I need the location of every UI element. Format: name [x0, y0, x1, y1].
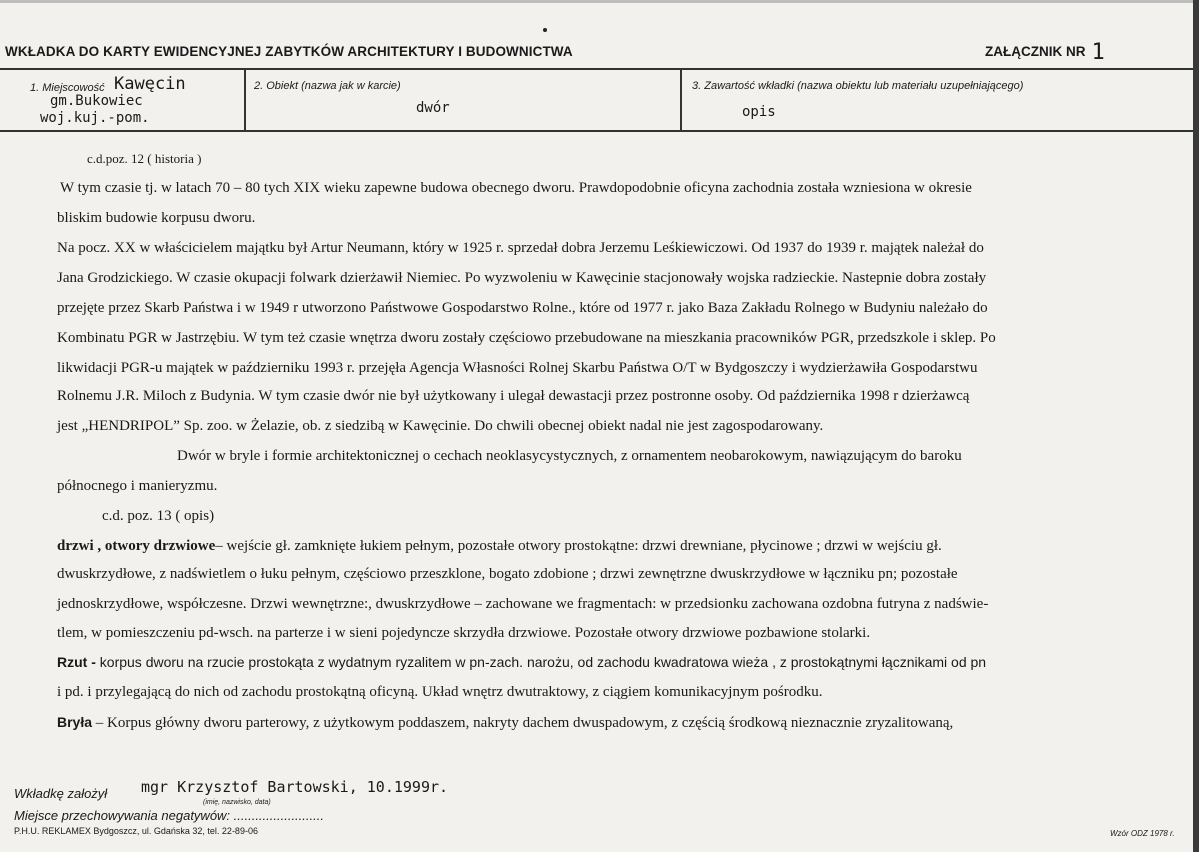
text-line-2: W tym czasie tj. w latach 70 – 80 tych XIX wieku zapewne budowa obecnego dworu. Prawdopodobnie oficyna zachodnia została wzniesiona w okresie	[60, 180, 972, 196]
field-3-value: opis	[742, 104, 776, 120]
body-text: – Korpus główny dworu parterowy, z użytkowym poddaszem, nakryty dachem dwuspadowym, z częścią środkową nieznacznie zryzalitowaną,	[92, 715, 954, 731]
form-title: WKŁADKA DO KARTY EWIDENCYJNEJ ZABYTKÓW ARCHITEKTURY I BUDOWNICTWA	[5, 44, 573, 59]
top-edge	[0, 0, 1199, 3]
text-line-8: likwidacji PGR-u majątek w październiku 1993 r. przejęła Agencja Własności Rolnej Skarbu Państwa O/T w Bydgoszczy i wydzierżawiła Gospodarstwu	[57, 360, 978, 376]
author-hint: (imię, nazwisko, data)	[203, 799, 271, 806]
text-line-20	[57, 714, 953, 732]
doors-heading: drzwi , otwory drzwiowe	[57, 538, 216, 554]
field-2-label: 2. Obiekt (nazwa jak w karcie)	[254, 80, 401, 92]
text-line-19: i pd. i przylegającą do nich od zachodu prostokątną oficyną. Układ wnętrz dwutraktowy, z ciągiem komunikacyjnym pośrodku.	[57, 684, 823, 700]
table-top-line	[0, 68, 1193, 70]
text-line-13: c.d. poz. 13 ( opis)	[102, 508, 215, 524]
text-line-18	[57, 654, 986, 670]
text-line-10: jest „HENDRIPOL” Sp. zoo. w Żelazie, ob. z siedzibą w Kawęcinie. Do chwili obecnej obiekt nadal nie jest zagospodarowany.	[57, 418, 824, 434]
text-line-3: bliskim budowie korpusu dworu.	[57, 210, 256, 226]
plan-text: korpus dworu na rzucie prostokąta z wydatnym ryzalitem w pn-zach. narożu, od zachodu kwadratowa wieża , z prostokątnymi łącznikami od pn	[95, 654, 987, 670]
text-line-9: Rolnemu J.R. Miloch z Budynia. W tym czasie dwór nie był użytkowany i ulegał dewastacji przez postronne osoby. Od października 1998 r dzierżawcą	[57, 388, 970, 404]
doors-text: – wejście gł. zamknięte łukiem pełnym, pozostałe otwory prostokątne: drzwi drewniane, płycinowe ; drzwi w wejściu gł.	[215, 538, 942, 554]
text-line-14	[57, 538, 942, 555]
annex-label: ZAŁĄCZNIK NR	[985, 44, 1086, 59]
text-line-11: Dwór w bryle i formie architektonicznej o cechach neoklasycystycznych, z ornamentem neobarokowym, nawiązującym do baroku	[177, 448, 962, 464]
storage-label: Miejsce przechowywania negatywów: .........................	[14, 808, 324, 823]
printer-info: P.H.U. REKLAMEX Bydgoszcz, ul. Gdańska 32, tel. 22-89-06	[14, 826, 258, 836]
annex-heading	[985, 40, 1105, 65]
plan-heading: Rzut -	[57, 654, 96, 670]
field-3-label: 3. Zawartość wkładki (nazwa obiektu lub materiału uzupełniającego)	[692, 80, 1024, 92]
author-value: mgr Krzysztof Bartowski, 10.1999r.	[141, 778, 449, 796]
author-label: Wkładkę założył	[14, 786, 108, 801]
field-1-line-3: woj.kuj.-pom.	[40, 110, 150, 126]
table-bottom-line	[0, 130, 1193, 132]
text-line-5: Jana Grodzickiego. W czasie okupacji folwark dzierżawił Niemiec. Po wyzwoleniu w Kawęcinie stacjonowały wojska radzieckie. Nastepnie dobra zostały	[57, 270, 987, 286]
field-2-value: dwór	[416, 100, 450, 116]
right-edge	[1193, 0, 1199, 852]
field-1-line-1: Kawęcin	[114, 74, 186, 94]
body-heading: Bryła	[57, 714, 93, 730]
field-1-line-2: gm.Bukowiec	[50, 93, 143, 109]
text-line-12: północnego i manieryzmu.	[57, 478, 218, 494]
text-line-16: jednoskrzydłowe, współczesne. Drzwi wewnętrzne:, dwuskrzydłowe – zachowane we fragmentach: w przedsionku zachowana ozdobna futryna z nadświe-	[57, 596, 989, 612]
table-divider-1	[244, 68, 246, 131]
text-line-4: Na pocz. XX w właścicielem majątku był Artur Neumann, który w 1925 r. sprzedał dobra Jerzemu Leśkiewiczowi. Od 1937 do 1939 r. majątek należał do	[57, 240, 984, 256]
pattern-info: Wzór ODZ 1978 r.	[1110, 829, 1175, 838]
text-line-7: Kombinatu PGR w Jastrzębiu. W tym też czasie wnętrza dworu zostały częściowo przebudowane na mieszkania pracowników PGR, przedszkole i sklep. Po	[57, 330, 996, 346]
annex-number: 1	[1091, 40, 1105, 65]
text-line-17: tlem, w pomieszczeniu pd-wsch. na parterze i w sieni pojedyncze skrzydła drzwiowe. Pozostałe otwory drzwiowe pozbawione stolarki.	[57, 625, 871, 641]
field-1-label: 1. Miejscowość	[30, 82, 105, 94]
text-line-6: przejęte przez Skarb Państwa i w 1949 r utworzono Państwowe Gospodarstwo Rolne., które od 1977 r. jako Baza Zakładu Rolnego w Budyniu należało do	[57, 300, 988, 316]
text-line-1: c.d.poz. 12 ( historia )	[87, 151, 202, 166]
text-line-15: dwuskrzydłowe, z nadświetlem o łuku pełnym, częściowo przeszklone, bogato zdobione ; drzwi zewnętrzne dwuskrzydłowe w łączniku pn; pozostałe	[57, 566, 958, 582]
table-divider-2	[680, 68, 682, 131]
ink-dot	[543, 28, 547, 32]
